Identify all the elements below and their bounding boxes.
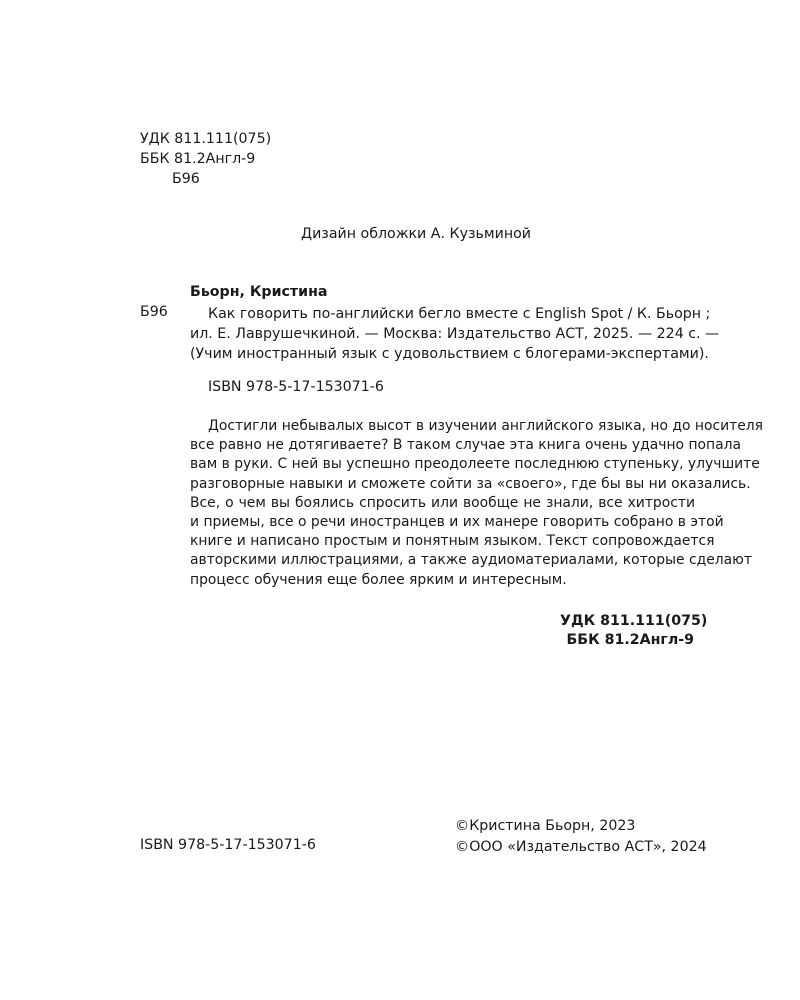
copyright-author: ©Кристина Бьорн, 2023	[455, 818, 636, 834]
annotation-line: вам в руки. С ней вы успешно преодолеете последнюю ступеньку, улучшите	[190, 456, 760, 473]
annotation	[190, 417, 764, 590]
udk-code-bottom: УДК 811.111(075)	[560, 613, 708, 629]
copyright-publisher: ©ООО «Издательство АСТ», 2024	[455, 839, 707, 855]
annotation-line: все равно не дотягиваете? В таком случае эта книга очень удачно попала	[190, 437, 742, 454]
description-line: Как говорить по-английски бегло вместе с English Spot / К. Бьорн ;	[208, 306, 711, 322]
author-code: Б96	[172, 171, 200, 187]
annotation-line: авторскими иллюстрациями, а также аудиоматериалами, которые сделают	[190, 552, 752, 569]
author-heading: Бьорн, Кристина	[190, 284, 328, 300]
description-line: (Учим иностранный язык с удовольствием с блогерами-экспертами).	[190, 346, 709, 362]
annotation-line: Все, о чем вы боялись спросить или вообще не знали, все хитрости	[190, 494, 695, 511]
udk-code: УДК 811.111(075)	[140, 131, 272, 147]
annotation-line: процесс обучения еще более ярким и интересным.	[190, 571, 567, 588]
description-line: ил. Е. Лаврушечкиной. — Москва: Издательство АСТ, 2025. — 224 с. —	[190, 326, 720, 342]
bbk-code: ББК 81.2Англ-9	[140, 151, 256, 167]
bibliographic-description	[190, 304, 720, 364]
bbk-code-bottom: ББК 81.2Англ-9	[566, 632, 694, 648]
classification-block-top	[140, 129, 271, 189]
annotation-line: и приемы, все о речи иностранцев и их манере говорить собрано в этой	[190, 514, 724, 531]
annotation-line: разговорные навыки и сможете сойти за «своего», где бы вы ни оказались.	[190, 475, 751, 492]
isbn-footer: ISBN 978-5-17-153071-6	[140, 837, 316, 853]
classification-block-bottom	[560, 612, 708, 650]
author-code-side: Б96	[140, 304, 168, 320]
copyright-block	[455, 816, 707, 858]
cover-design-credit: Дизайн обложки А. Кузьминой	[300, 226, 531, 242]
isbn-record: ISBN 978-5-17-153071-6	[208, 379, 384, 395]
annotation-line: Достигли небывалых высот в изучении английского языка, но до носителя	[208, 418, 764, 434]
annotation-line: книге и написано простым и понятным языком. Текст сопровождается	[190, 533, 715, 550]
